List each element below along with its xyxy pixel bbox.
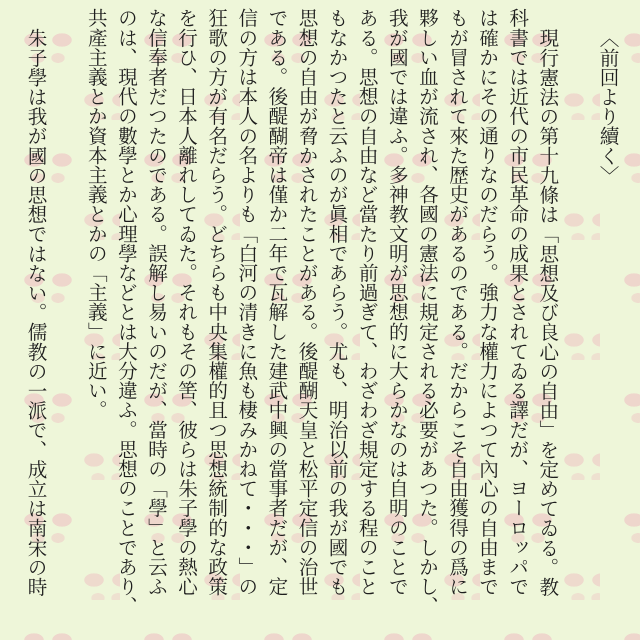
text-line: 共產主義とか資本主義とかの「主義」に近い。 xyxy=(84,8,108,420)
text-line: である。後醍醐帝は僅か二年で瓦解した建武中興の當事者だが、定 xyxy=(264,8,288,596)
text-line: を行ひ、日本人離れしてゐた。それもその筈、彼らは朱子學の熱心 xyxy=(174,8,198,596)
text-line: 我が國では違ふ。多神教文明が思想的に大らかなのは自明のことで xyxy=(385,8,409,596)
text-line: な信奉者だつたのである。誤解し易いのだが、當時の「學」と云ふ xyxy=(144,8,168,596)
text-line: 夥しい血が流され、各國の憲法に規定される必要があつた。しかし、 xyxy=(415,8,439,616)
continued-label: 〈前回より續く〉 xyxy=(596,28,619,185)
text-line: 思想の自由が脅かされたことがある。後醍醐天皇と松平定信の治世 xyxy=(295,8,318,596)
text-line: ある。思想の自由など當たり前過ぎて、わざわざ規定する程のこと xyxy=(355,8,379,596)
text-line: 科書では近代の市民革命の成果とされてゐる譯だが、ヨーロッパで xyxy=(505,8,529,596)
text-line: もなかつたと云ふのが眞相であらう。尤も、明治以前の我が國でも xyxy=(325,8,349,596)
text-line: のは、現代の數學とか心理學などとは大分違ふ。思想のことであり、 xyxy=(114,8,138,616)
text-line: は確かにその通りなのだらう。強力な權力によつて內心の自由まで xyxy=(475,8,499,596)
text-line: 狂歌の方が有名だらう。どちらも中央集權的且つ思想統制的な政策 xyxy=(204,8,228,596)
text-line: 朱子學は我が國の思想ではない。儒教の一派で、成立は南宋の時 xyxy=(24,28,48,597)
text-line: もが冒されて來た歴史があるのである。だからこそ自由獲得の爲に xyxy=(445,8,469,596)
text-line: 信の方は本人の名よりも「白河の清きに魚も棲みかねて・・・」の xyxy=(234,8,258,596)
text-line: 現行憲法の第十九條は「思想及び良心の自由」を定めてゐる。教 xyxy=(535,28,559,597)
